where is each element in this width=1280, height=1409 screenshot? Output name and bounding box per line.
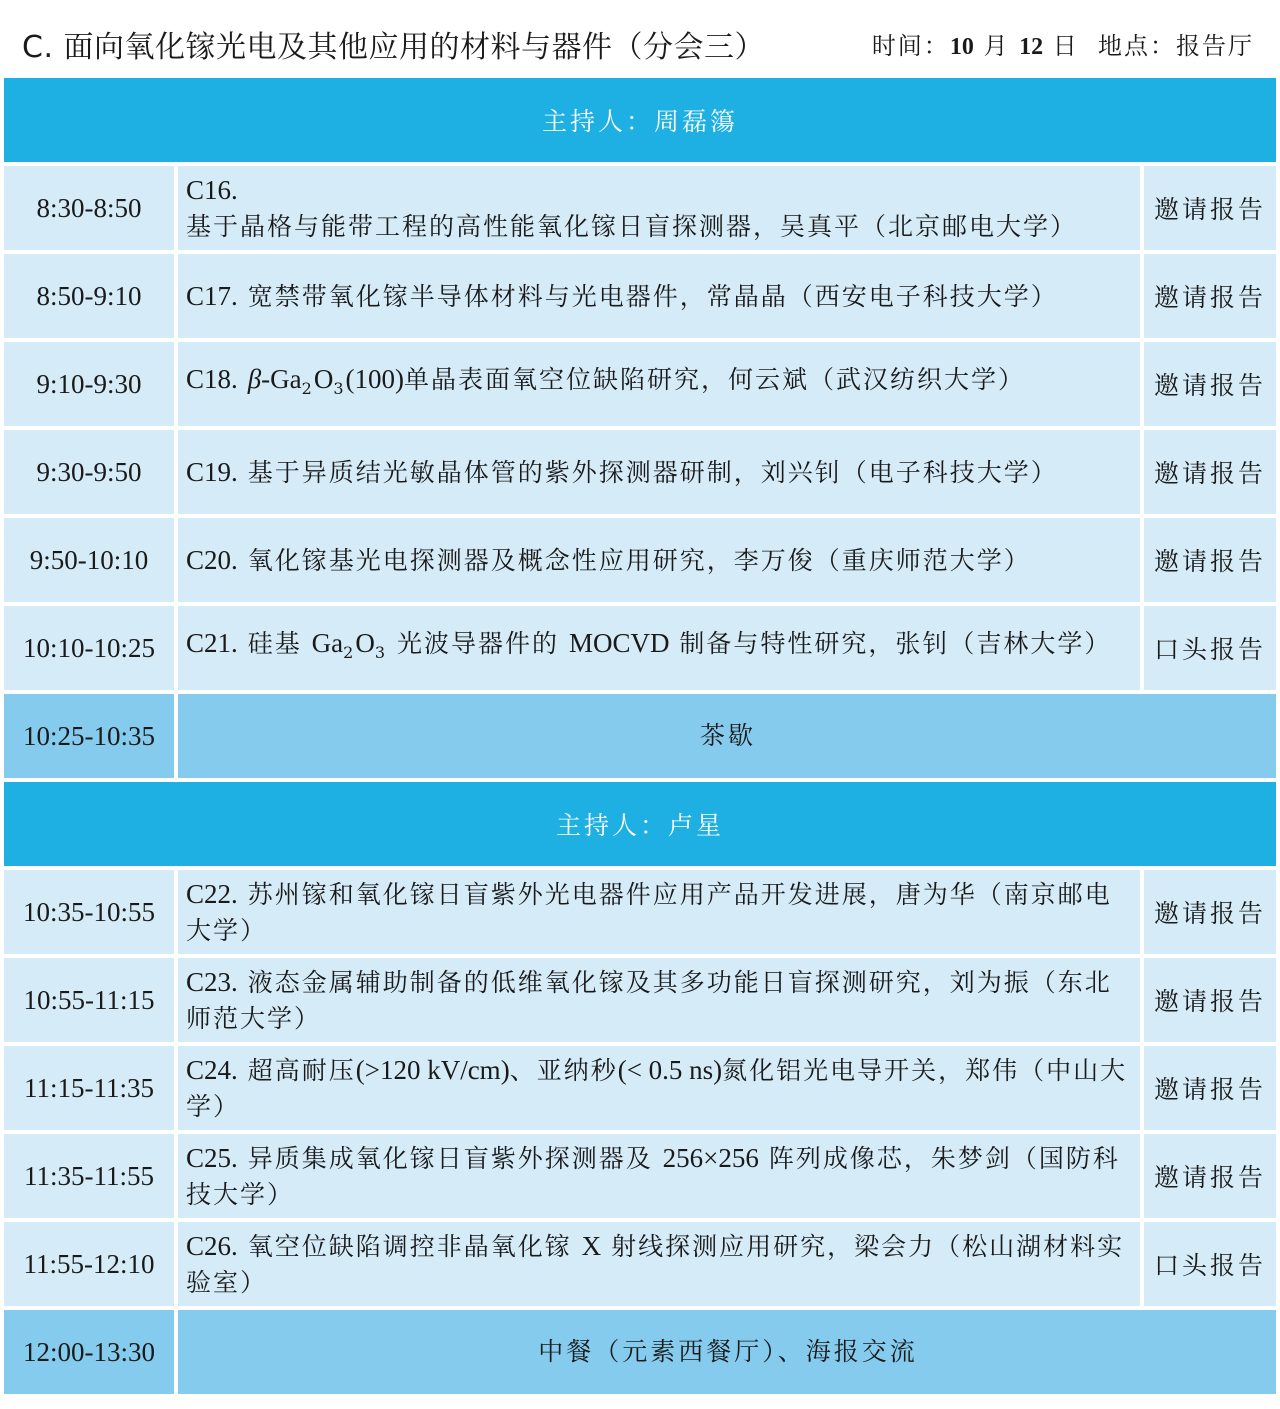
formula-part: -Ga [261, 364, 302, 394]
talk-content [178, 518, 1144, 602]
latin-term: X [581, 1230, 602, 1261]
talk-type: 邀请报告 [1144, 1046, 1276, 1130]
talk-code: C23. [186, 966, 238, 997]
talk-text: 基于异质结光敏晶体管的紫外探测器研制，刘兴钊（电子科技大学） [247, 457, 1058, 487]
talk-text: 液态金属辅助制备的低维氧化镓及其多功能日盲探测研究，刘为振（东北师范大学） [186, 967, 1112, 1033]
talk-type: 邀请报告 [1144, 958, 1276, 1042]
talk-text: 硅基 [247, 629, 312, 658]
talk-content [178, 342, 1144, 426]
talk-text: 宽禁带氧化镓半导体材料与光电器件，常晶晶（西安电子科技大学） [247, 281, 1058, 311]
talk-code: C20. [186, 544, 238, 575]
talk-text: 单晶表面氧空位缺陷研究，何云斌（武汉纺织大学） [404, 365, 1026, 394]
talk-type: 邀请报告 [1144, 254, 1276, 338]
time-label: 时间： [871, 32, 950, 60]
talk-type: 邀请报告 [1144, 518, 1276, 602]
talk-content [178, 870, 1144, 954]
table-row [4, 1222, 1276, 1306]
day-char: 日 [1052, 32, 1079, 60]
month-char: 月 [983, 32, 1010, 60]
talk-content [178, 1134, 1144, 1218]
talk-content [178, 254, 1144, 338]
formula-part: O [313, 364, 334, 394]
talk-time: 11:15-11:35 [4, 1046, 178, 1130]
talk-type: 口头报告 [1144, 1222, 1276, 1306]
break-label: 茶歇 [178, 694, 1276, 778]
talk-text: 异质集成氧化镓日盲紫外探测器及 [247, 1143, 663, 1173]
talk-type: 口头报告 [1144, 606, 1276, 690]
formula-part: Ga [311, 628, 344, 658]
table-row [4, 958, 1276, 1042]
table-row [4, 870, 1276, 954]
talk-code: C26. [186, 1230, 238, 1261]
host-label: 主持人：卢星 [4, 782, 1276, 866]
talk-text: 光波导器件的 [387, 629, 569, 658]
talk-time: 9:50-10:10 [4, 518, 178, 602]
break-row [4, 1310, 1276, 1394]
table-row [4, 1046, 1276, 1130]
talk-time: 10:55-11:15 [4, 958, 178, 1042]
talk-text: 氧化镓基光电探测器及概念性应用研究，李万俊（重庆师范大学） [247, 545, 1031, 575]
talk-text: 氮化铝光电导开关，郑伟（中山大学） [186, 1055, 1128, 1121]
talk-content [178, 1222, 1144, 1306]
talk-content [178, 430, 1144, 514]
table-row [4, 254, 1276, 338]
page-header [0, 0, 1280, 72]
talk-code: C24. [186, 1054, 238, 1085]
talk-text: 制备与特性研究，张钊（吉林大学） [669, 629, 1112, 658]
talk-content [178, 606, 1144, 690]
session-title: C. 面向氧化镓光电及其他应用的材料与器件（分会三） [22, 30, 766, 65]
talk-text: 基于晶格与能带工程的高性能氧化镓日盲探测器，吴真平（北京邮电大学） [186, 211, 1078, 241]
talk-text: 阵列成像芯，朱梦剑（国防科技大学） [186, 1143, 1120, 1209]
latin-term: 256×256 [662, 1142, 759, 1173]
talk-type: 邀请报告 [1144, 342, 1276, 426]
date-month: 10 [949, 34, 974, 60]
talk-type: 邀请报告 [1144, 1134, 1276, 1218]
host-row [4, 78, 1276, 162]
talk-time: 11:55-12:10 [4, 1222, 178, 1306]
talk-time: 8:50-9:10 [4, 254, 178, 338]
talk-text: 氧空位缺陷调控非晶氧化镓 [247, 1231, 582, 1261]
talk-time: 11:35-11:55 [4, 1134, 178, 1218]
place-value: 报告厅 [1176, 32, 1254, 60]
formula-part: (100) [345, 364, 405, 394]
formula-sub: 2 [343, 643, 356, 662]
table-row [4, 430, 1276, 514]
latin-term: (>120 kV/cm) [355, 1054, 510, 1085]
talk-code: C16. [186, 174, 238, 205]
talk-time: 10:35-10:55 [4, 870, 178, 954]
talk-text: 超高耐压 [247, 1055, 356, 1085]
table-row [4, 166, 1276, 250]
talk-time: 9:30-9:50 [4, 430, 178, 514]
talk-code: C19. [186, 456, 238, 487]
talk-time: 10:10-10:25 [4, 606, 178, 690]
talk-text: 苏州镓和氧化镓日盲紫外光电器件应用产品开发进展，唐为华（南京邮电大学） [186, 879, 1112, 945]
talk-code: C25. [186, 1142, 238, 1173]
talk-content [178, 958, 1144, 1042]
table-row [4, 342, 1276, 426]
talk-type: 邀请报告 [1144, 166, 1276, 250]
talk-code: C22. [186, 878, 238, 909]
formula-part: O [355, 628, 375, 658]
date-day: 12 [1019, 34, 1044, 60]
formula-sub: 3 [333, 379, 346, 398]
talk-type: 邀请报告 [1144, 430, 1276, 514]
beta-symbol: β [247, 364, 262, 394]
session-meta [872, 26, 1254, 61]
talk-time: 9:10-9:30 [4, 342, 178, 426]
table-row [4, 606, 1276, 690]
break-time: 12:00-13:30 [4, 1310, 178, 1394]
latin-term: MOCVD [568, 628, 670, 658]
formula-sub: 3 [374, 643, 388, 662]
talk-type: 邀请报告 [1144, 870, 1276, 954]
place-label: 地点： [1098, 32, 1176, 60]
talk-code: C21. [186, 628, 238, 658]
table-row [4, 518, 1276, 602]
host-row [4, 782, 1276, 866]
break-label: 中餐（元素西餐厅）、海报交流 [178, 1310, 1276, 1394]
latin-term: (< 0.5 ns) [617, 1054, 723, 1085]
break-time: 10:25-10:35 [4, 694, 178, 778]
talk-code: C17. [186, 280, 238, 311]
host-label: 主持人：周磊簜 [4, 78, 1276, 162]
schedule-table [4, 74, 1276, 1398]
talk-text: 射线探测应用研究，梁会力（松山湖材料实验室） [186, 1231, 1125, 1297]
break-row [4, 694, 1276, 778]
talk-time: 8:30-8:50 [4, 166, 178, 250]
talk-text: 、亚纳秒 [509, 1055, 618, 1085]
formula-sub: 2 [301, 379, 314, 398]
table-row [4, 1134, 1276, 1218]
talk-content [178, 166, 1144, 250]
talk-content [178, 1046, 1144, 1130]
talk-code: C18. [186, 364, 238, 394]
